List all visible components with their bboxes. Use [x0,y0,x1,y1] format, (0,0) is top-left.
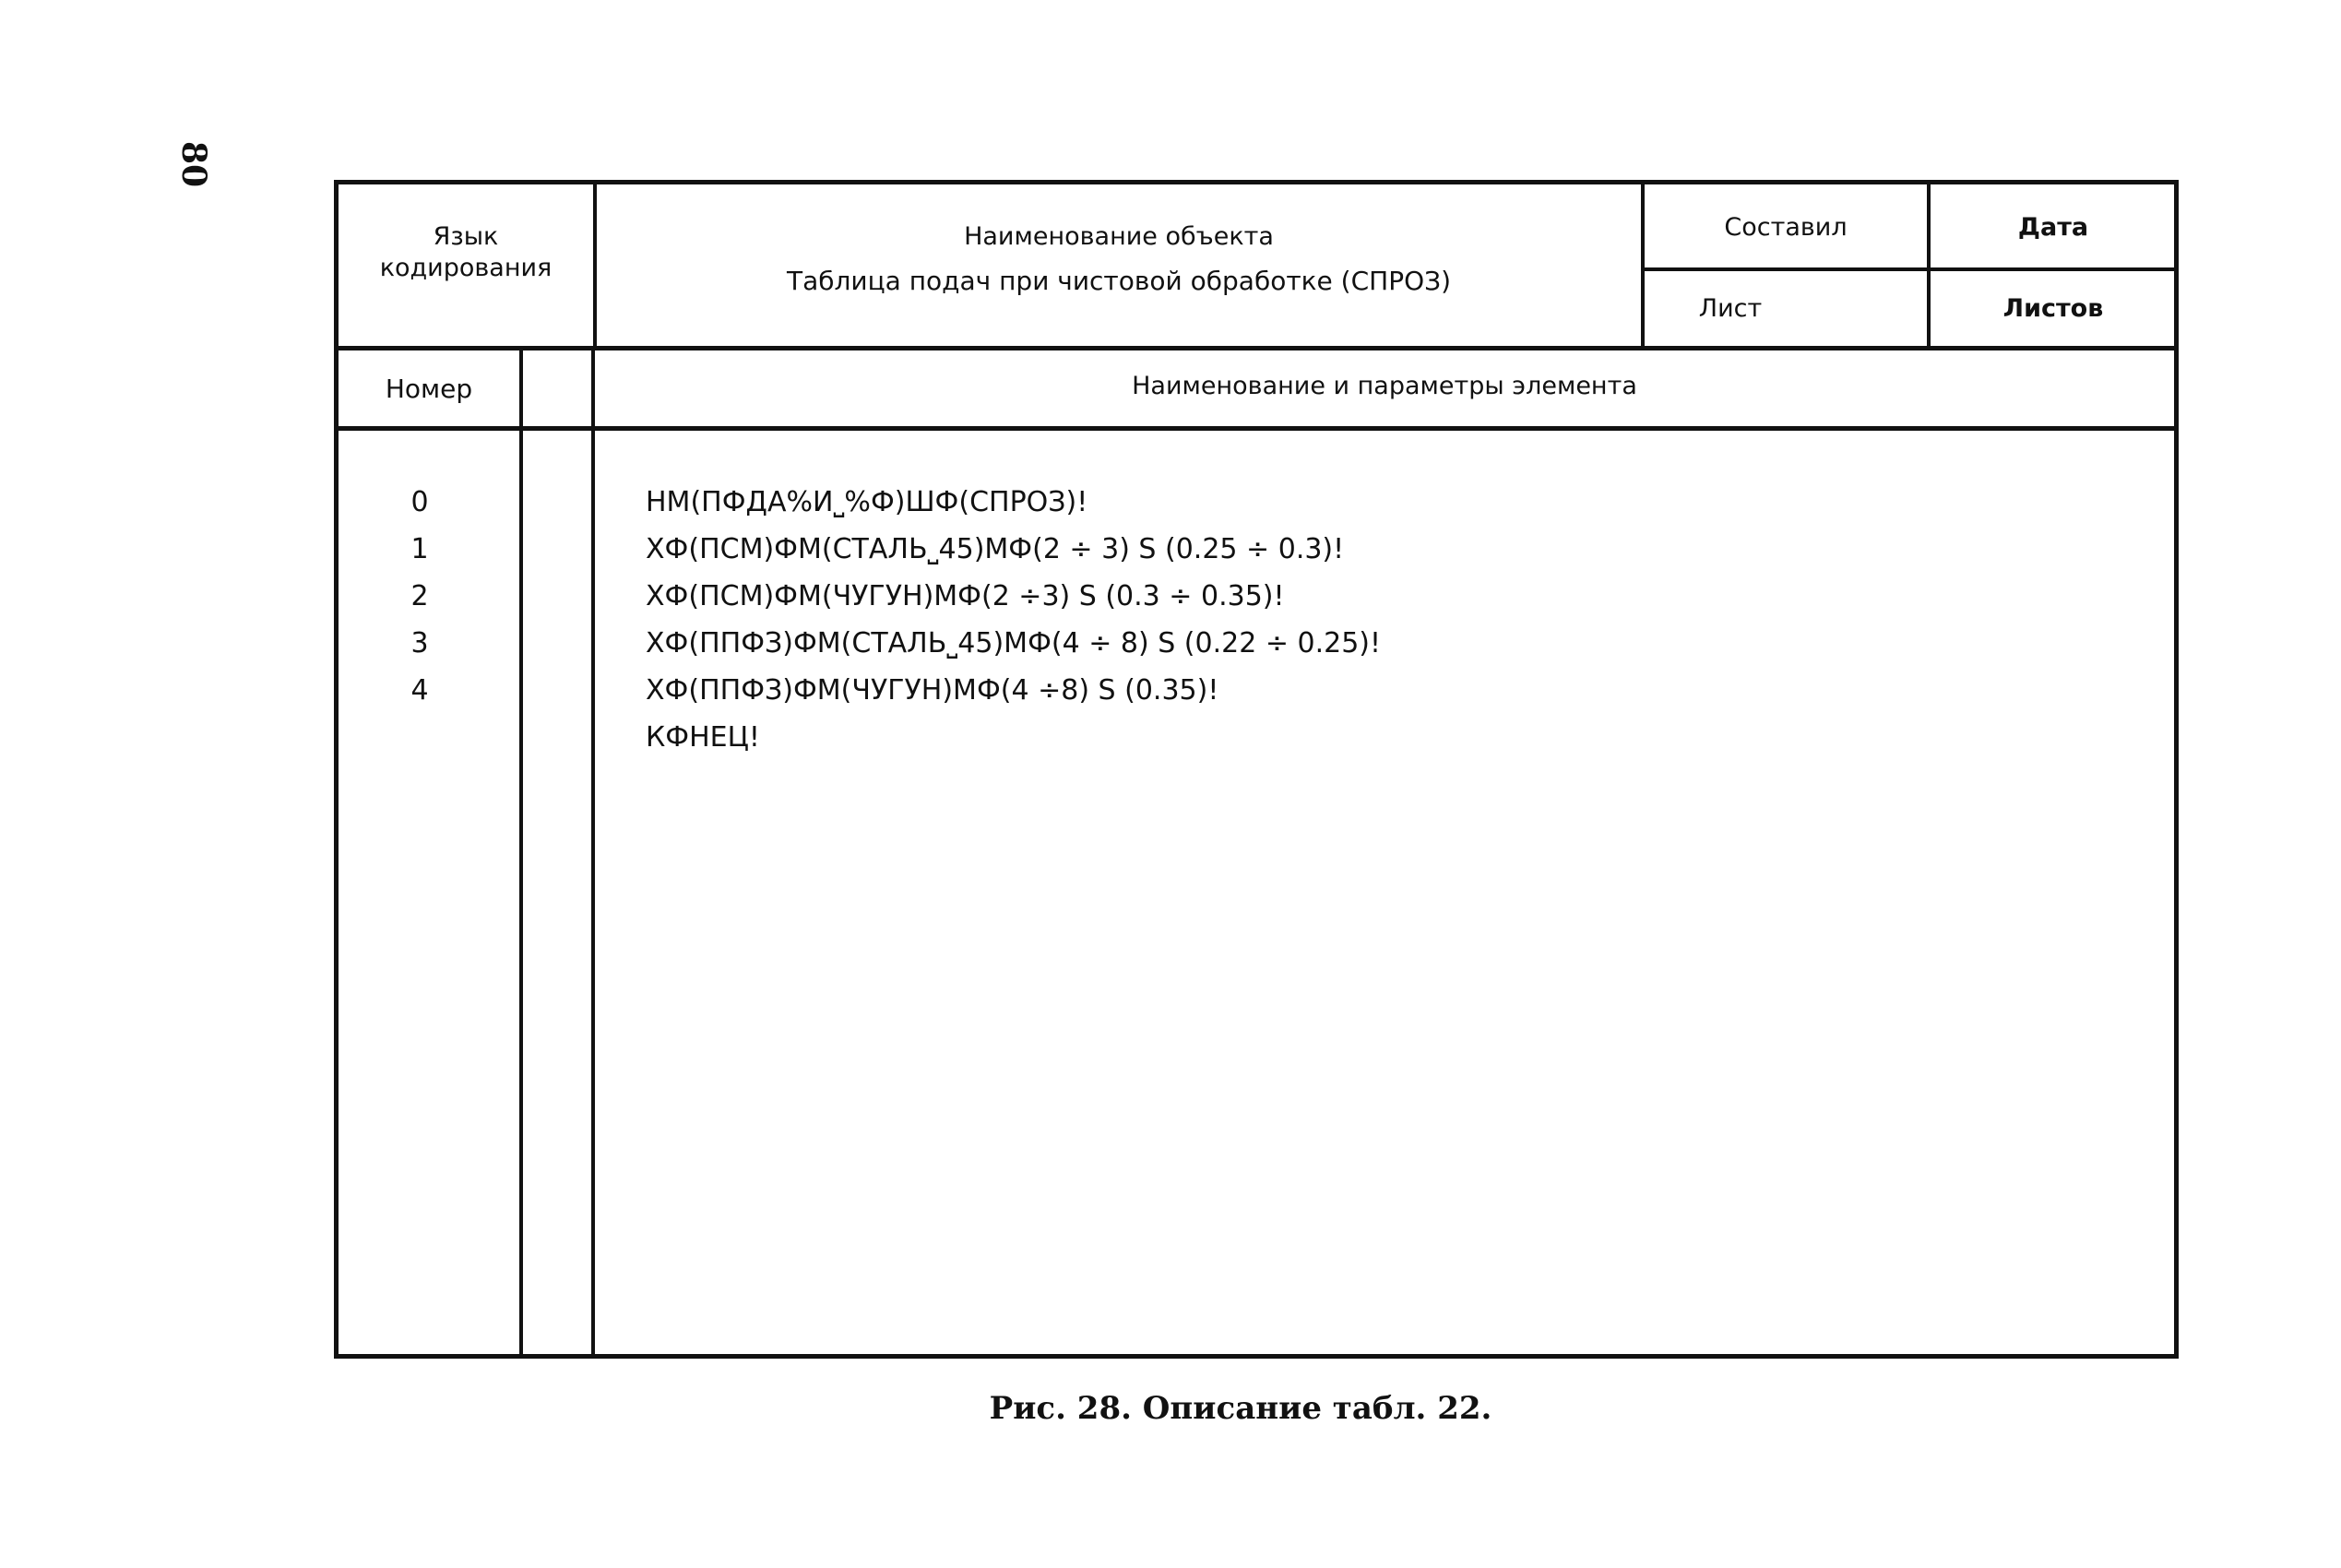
figure-caption: Рис. 28. Описание табл. 22. [989,1390,1492,1427]
language-label-line1: Язык [433,222,499,251]
row-number: 4 [410,674,429,707]
code-line: ХФ(ППФЗ)ФМ(СТАЛЬ⎵45)МФ(4 ÷ 8) S (0.22 ÷ 0.25)! [646,627,1382,659]
code-line: ХФ(ПСМ)ФМ(ЧУГУН)МФ(2 ÷3) S (0.3 ÷ 0.35)! [646,580,1285,612]
number-column-divider [519,349,523,1354]
code-line: ХФ(ПСМ)ФМ(СТАЛЬ⎵45)МФ(2 ÷ 3) S (0.25 ÷ 0.3)! [646,533,1345,565]
column-header-bottom-line [339,426,2174,431]
number-column-label: Номер [385,374,473,404]
date-label: Дата [2017,213,2089,242]
sheets-label: Листов [2002,294,2104,323]
row-number: 3 [410,627,429,659]
coding-form [334,180,2179,1359]
element-column-label: Наименование и параметры элемента [1132,372,1637,400]
code-line: НМ(ПФДА%И⎵%Ф)ШФ(СПРОЗ)! [646,486,1088,518]
header-bottom-line [339,346,2174,350]
language-label-line2: кодирования [379,254,553,282]
sheet-label: Лист [1698,294,1763,323]
code-line: КФНЕЦ! [646,721,760,754]
row-number: 1 [410,533,429,565]
object-name-value: Таблица подач при чистовой обработке (СПРОЗ) [786,266,1452,296]
row-number: 0 [410,486,429,518]
page-number: 80 [174,140,213,188]
compiled-label: Составил [1724,213,1848,242]
row-number: 2 [410,580,429,612]
language-label [339,221,593,284]
object-name-label: Наименование объекта [964,222,1274,251]
code-line: ХФ(ППФЗ)ФМ(ЧУГУН)МФ(4 ÷8) S (0.35)! [646,674,1219,707]
header-right-divider [1643,267,2174,271]
narrow-column-divider [591,349,595,1354]
